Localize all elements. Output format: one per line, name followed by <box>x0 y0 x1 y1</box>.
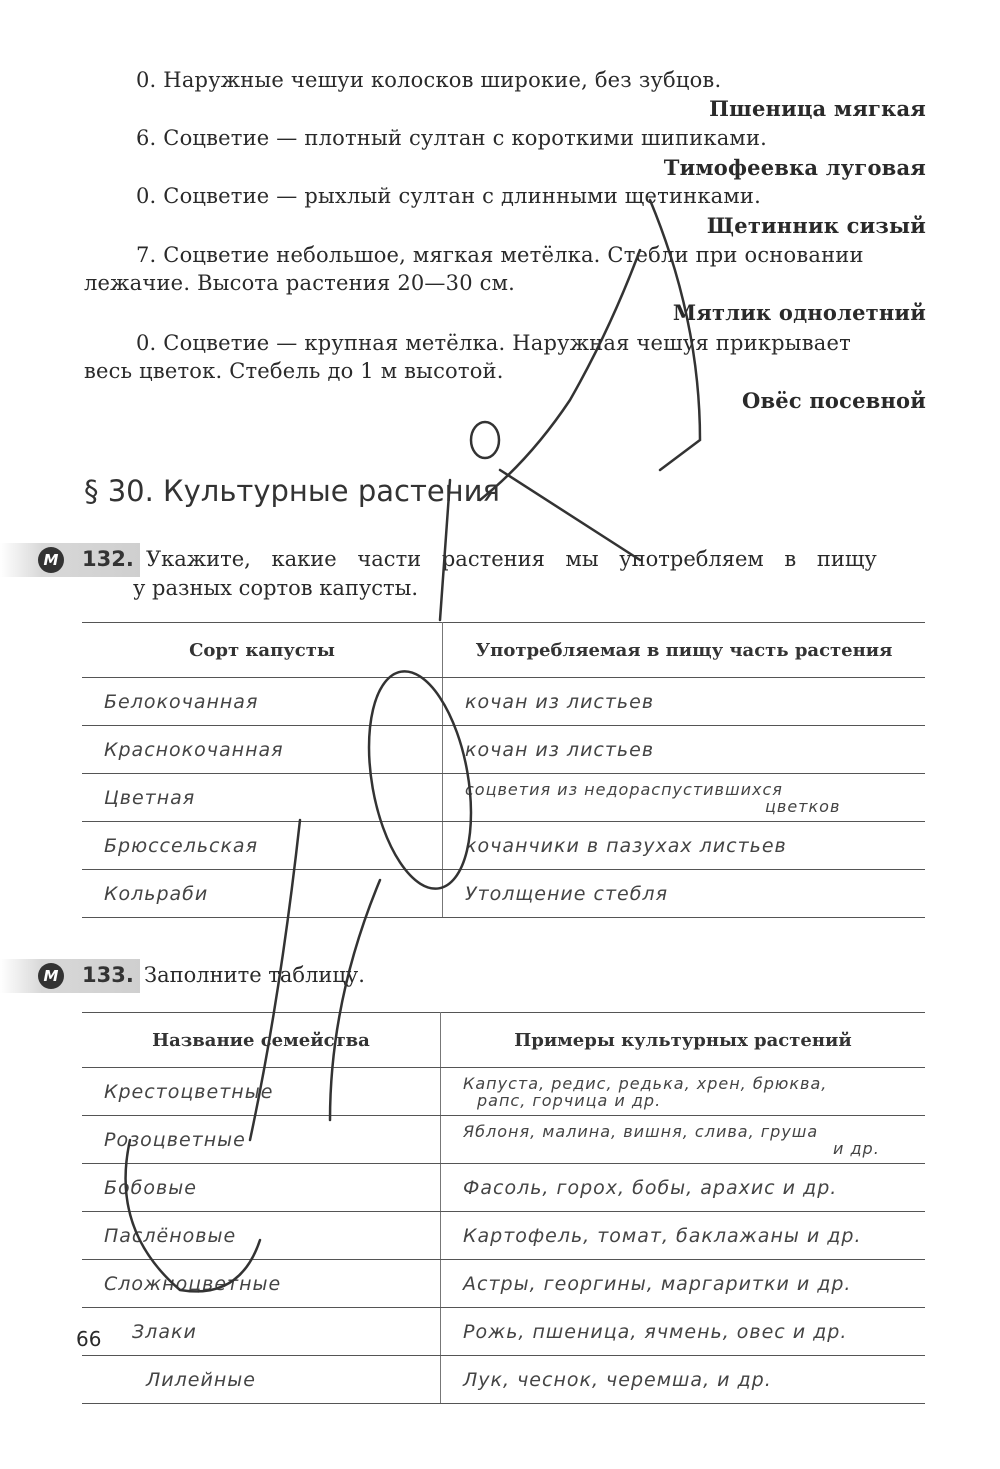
task-text: Укажите, какие части растения мы употребляем в пищу <box>146 547 877 571</box>
key-line: 0. Соцветие — крупная метёлка. Наружная чешуя прикрывает <box>136 331 851 355</box>
key-line-cont: весь цветок. Стебель до 1 м высотой. <box>84 359 504 383</box>
key-line: 0. Наружные чешуи колосков широкие, без зубцов. <box>136 68 722 92</box>
key-answer: Овёс посевной <box>741 388 926 413</box>
cell-line: соцветия из недораспустившихся <box>465 779 783 799</box>
key-line: 6. Соцветие — плотный султан с короткими шипиками. <box>136 126 768 150</box>
table-row <box>82 870 925 918</box>
cell: Сложноцветные <box>82 1260 441 1308</box>
table-row <box>82 726 925 774</box>
table-row <box>82 1116 925 1164</box>
col-header: Название семейства <box>82 1013 441 1068</box>
task-text: Заполните таблицу. <box>144 963 365 987</box>
cell-line: Капуста, редис, редька, хрен, брюква, <box>463 1073 828 1093</box>
cell: Розоцветные <box>82 1116 441 1164</box>
table-row <box>82 1068 925 1116</box>
key-answer: Пшеница мягкая <box>709 96 926 121</box>
cell <box>441 1068 926 1116</box>
cell: Картофель, томат, баклажаны и др. <box>441 1212 926 1260</box>
cell: Рожь, пшеница, ячмень, овес и др. <box>441 1308 926 1356</box>
table-row <box>82 1260 925 1308</box>
cell: Бобовые <box>82 1164 441 1212</box>
cell-line: цветков <box>765 796 841 816</box>
m-badge-icon: М <box>38 547 64 573</box>
table-row <box>82 1356 925 1404</box>
cell: Паслёновые <box>82 1212 441 1260</box>
col-header: Употребляемая в пищу часть растения <box>443 623 926 678</box>
table-row <box>82 1212 925 1260</box>
cell-line: и др. <box>833 1138 880 1158</box>
cell-line: Яблоня, малина, вишня, слива, груша <box>463 1121 819 1141</box>
cell: кочанчики в пазухах листьев <box>443 822 926 870</box>
cabbage-table <box>82 622 925 918</box>
cell: кочан из листьев <box>443 678 926 726</box>
task-number: 133. <box>82 963 134 987</box>
cell: Белокочанная <box>82 678 443 726</box>
cell: кочан из листьев <box>443 726 926 774</box>
key-line: 7. Соцветие небольшое, мягкая метёлка. Стебли при основании <box>136 243 864 267</box>
table-row <box>82 1164 925 1212</box>
m-badge-icon: М <box>38 963 64 989</box>
families-table <box>82 1012 925 1404</box>
key-line: 0. Соцветие — рыхлый султан с длинными щетинками. <box>136 184 761 208</box>
cell: Астры, георгины, маргаритки и др. <box>441 1260 926 1308</box>
cell: Кольраби <box>82 870 443 918</box>
task-number: 132. <box>82 547 134 571</box>
table-row <box>82 1308 925 1356</box>
key-answer: Щетинник сизый <box>706 213 926 238</box>
key-answer: Мятлик однолетний <box>672 300 926 325</box>
cell: Утолщение стебля <box>443 870 926 918</box>
cell: Фасоль, горох, бобы, арахис и др. <box>441 1164 926 1212</box>
task-text-cont: у разных сортов капусты. <box>133 576 419 600</box>
cell: Лилейные <box>82 1356 441 1404</box>
cell <box>443 774 926 822</box>
cell-line: рапс, горчица и др. <box>477 1090 662 1110</box>
key-answer: Тимофеевка луговая <box>663 155 926 180</box>
table-row <box>82 678 925 726</box>
cell: Краснокочанная <box>82 726 443 774</box>
cell: Цветная <box>82 774 443 822</box>
cell: Крестоцветные <box>82 1068 441 1116</box>
cell: Лук, чеснок, черемша, и др. <box>441 1356 926 1404</box>
key-line-cont: лежачие. Высота растения 20—30 см. <box>84 271 516 295</box>
col-header: Примеры культурных растений <box>441 1013 926 1068</box>
cell: Злаки <box>82 1308 441 1356</box>
page-number: 66 <box>76 1327 102 1351</box>
table-row <box>82 822 925 870</box>
table-row <box>82 774 925 822</box>
col-header: Сорт капусты <box>82 623 443 678</box>
section-title: § 30. Культурные растения <box>84 474 500 508</box>
cell <box>441 1116 926 1164</box>
cell: Брюссельская <box>82 822 443 870</box>
